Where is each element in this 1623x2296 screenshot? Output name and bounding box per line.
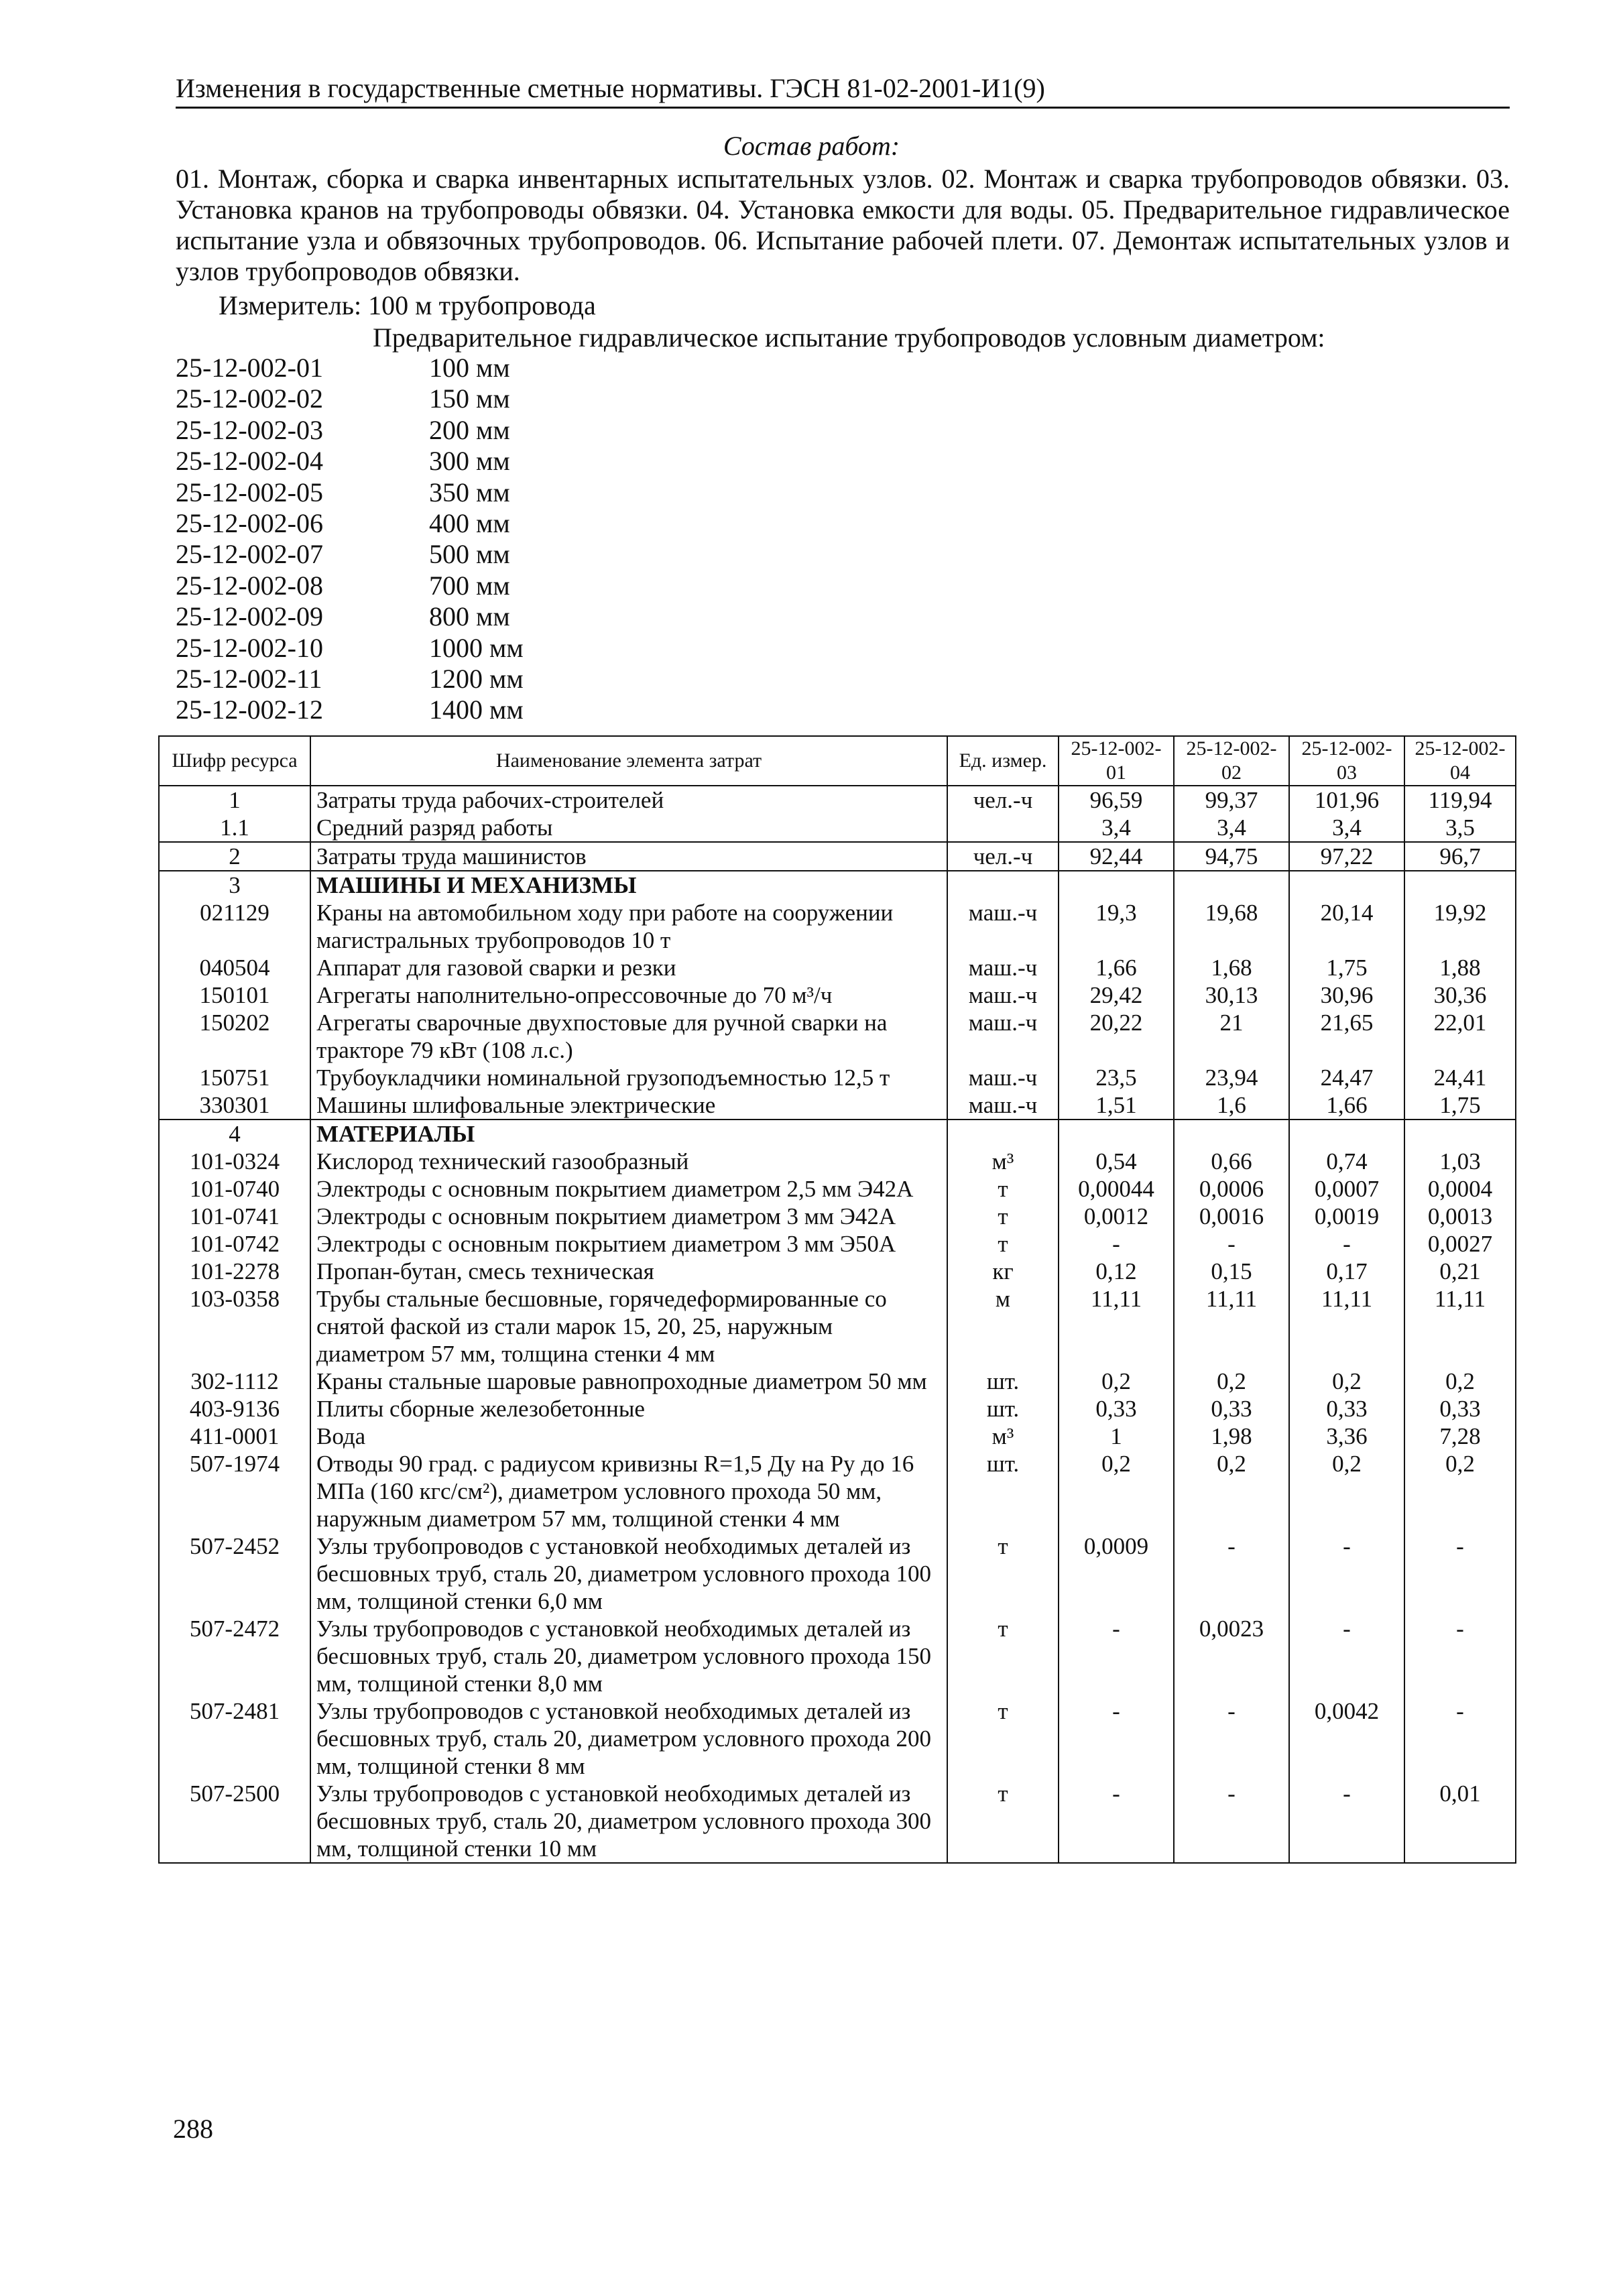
- resource-code: 507-1974: [159, 1450, 310, 1532]
- table-row: [159, 1532, 1516, 1615]
- resource-value-1: 92,44: [1059, 842, 1174, 871]
- resource-value-4: 11,11: [1404, 1285, 1516, 1368]
- resource-name: Электроды с основным покрытием диаметром 3 мм Э42А: [310, 1203, 947, 1230]
- resource-value-2: 3,4: [1174, 814, 1289, 842]
- resource-value-1: 29,42: [1059, 981, 1174, 1009]
- resource-value-1: -: [1059, 1697, 1174, 1780]
- resource-name: Кислород технический газообразный: [310, 1148, 947, 1175]
- resource-value-3: 20,14: [1289, 899, 1404, 954]
- resource-value-3: -: [1289, 1532, 1404, 1615]
- variant-diameter: 800 мм: [429, 601, 510, 632]
- resource-value-4: 0,0027: [1404, 1230, 1516, 1258]
- variant-row: [176, 353, 524, 383]
- resource-value-2: 0,0006: [1174, 1175, 1289, 1203]
- table-row: [159, 1148, 1516, 1175]
- resource-code: 040504: [159, 954, 310, 981]
- resource-unit: [947, 871, 1059, 899]
- resource-value-1: 19,3: [1059, 899, 1174, 954]
- resource-value-4: -: [1404, 1532, 1516, 1615]
- table-row: [159, 899, 1516, 954]
- resource-value-3: 3,4: [1289, 814, 1404, 842]
- resource-value-4: 1,03: [1404, 1148, 1516, 1175]
- table-row: [159, 1423, 1516, 1450]
- resource-code: 101-0741: [159, 1203, 310, 1230]
- resource-value-4: [1404, 1120, 1516, 1148]
- variant-row: [176, 508, 524, 539]
- resource-value-4: 0,0013: [1404, 1203, 1516, 1230]
- resource-value-2: 99,37: [1174, 786, 1289, 814]
- resource-unit: кг: [947, 1258, 1059, 1285]
- variant-code: 25-12-002-05: [176, 477, 323, 507]
- resource-name: Средний разряд работы: [310, 814, 947, 842]
- table-row: [159, 1230, 1516, 1258]
- variant-code: 25-12-002-02: [176, 383, 323, 414]
- resource-code: 101-0742: [159, 1230, 310, 1258]
- variant-diameter: 1400 мм: [429, 694, 524, 725]
- variant-row: [176, 446, 524, 477]
- header-unit: Ед. измер.: [947, 736, 1059, 786]
- resource-value-3: 24,47: [1289, 1064, 1404, 1091]
- resource-code: 150751: [159, 1064, 310, 1091]
- resource-value-3: 30,96: [1289, 981, 1404, 1009]
- resource-value-2: 19,68: [1174, 899, 1289, 954]
- resource-name: Агрегаты наполнительно-опрессовочные до 70 м³/ч: [310, 981, 947, 1009]
- variant-diameter: 1200 мм: [429, 663, 524, 694]
- resource-value-4: 7,28: [1404, 1423, 1516, 1450]
- resource-value-4: -: [1404, 1615, 1516, 1697]
- table-row: [159, 871, 1516, 899]
- resource-code: 1.1: [159, 814, 310, 842]
- resource-code: 101-2278: [159, 1258, 310, 1285]
- resource-value-4: 22,01: [1404, 1009, 1516, 1064]
- resource-code: 403-9136: [159, 1395, 310, 1423]
- variant-row: [176, 570, 524, 601]
- variant-code: 25-12-002-11: [176, 663, 322, 694]
- variant-code: 25-12-002-09: [176, 601, 323, 632]
- resource-code: 101-0324: [159, 1148, 310, 1175]
- resource-value-2: 0,66: [1174, 1148, 1289, 1175]
- table-row: [159, 1368, 1516, 1395]
- resource-value-2: 0,0023: [1174, 1615, 1289, 1697]
- resource-code: 101-0740: [159, 1175, 310, 1203]
- resource-unit: шт.: [947, 1395, 1059, 1423]
- variant-code: 25-12-002-10: [176, 632, 323, 663]
- header-code: Шифр ресурса: [159, 736, 310, 786]
- resource-value-3: 0,74: [1289, 1148, 1404, 1175]
- resource-code: 2: [159, 842, 310, 871]
- resource-value-4: 96,7: [1404, 842, 1516, 871]
- resource-unit: м: [947, 1285, 1059, 1368]
- resource-code: 411-0001: [159, 1423, 310, 1450]
- variant-row: [176, 601, 524, 632]
- table-row: [159, 1450, 1516, 1532]
- resource-name: Краны стальные шаровые равнопроходные диаметром 50 мм: [310, 1368, 947, 1395]
- variant-diameter: 300 мм: [429, 446, 510, 477]
- resource-value-3: [1289, 1120, 1404, 1148]
- table-row: [159, 954, 1516, 981]
- resource-unit: м³: [947, 1423, 1059, 1450]
- resource-unit: маш.-ч: [947, 954, 1059, 981]
- measure-unit: Измеритель: 100 м трубопровода: [219, 290, 596, 320]
- resource-value-1: 0,2: [1059, 1450, 1174, 1532]
- resource-value-4: 0,0004: [1404, 1175, 1516, 1203]
- resource-value-2: -: [1174, 1780, 1289, 1863]
- work-composition-text: 01. Монтаж, сборка и сварка инвентарных испытательных узлов. 02. Монтаж и сварка трубопроводов обвязки. 03. Установка кранов на трубопроводы обвязки. 04. Установка емкости для воды. 05. Предварительное гидравлическое испытание узла и обвязочных трубопроводов. 06. Испытание рабочей плети. 07. Демонтаж испытательных узлов и узлов трубопроводов обвязки.: [176, 164, 1510, 286]
- resource-unit: шт.: [947, 1368, 1059, 1395]
- resource-unit: м³: [947, 1148, 1059, 1175]
- resource-value-3: 1,66: [1289, 1091, 1404, 1120]
- resource-unit: чел.-ч: [947, 842, 1059, 871]
- resource-value-2: -: [1174, 1532, 1289, 1615]
- resource-value-3: 101,96: [1289, 786, 1404, 814]
- resource-unit: маш.-ч: [947, 899, 1059, 954]
- resource-value-4: 30,36: [1404, 981, 1516, 1009]
- table-row: [159, 1009, 1516, 1064]
- header-col-4: 25-12-002-04: [1404, 736, 1516, 786]
- variant-diameter: 1000 мм: [429, 632, 524, 663]
- variant-code: 25-12-002-06: [176, 507, 323, 538]
- resource-value-3: 3,36: [1289, 1423, 1404, 1450]
- resource-value-3: 21,65: [1289, 1009, 1404, 1064]
- resource-value-1: 0,2: [1059, 1368, 1174, 1395]
- resource-name: Вода: [310, 1423, 947, 1450]
- resource-value-2: 94,75: [1174, 842, 1289, 871]
- resource-unit: т: [947, 1697, 1059, 1780]
- table-row: [159, 1395, 1516, 1423]
- resource-name: Электроды с основным покрытием диаметром 3 мм Э50А: [310, 1230, 947, 1258]
- resource-value-2: 23,94: [1174, 1064, 1289, 1091]
- resource-value-4: 0,01: [1404, 1780, 1516, 1863]
- table-row: [159, 1615, 1516, 1697]
- resource-value-1: -: [1059, 1615, 1174, 1697]
- resource-value-4: 1,75: [1404, 1091, 1516, 1120]
- resource-value-2: -: [1174, 1230, 1289, 1258]
- resource-unit: чел.-ч: [947, 786, 1059, 814]
- table-row: [159, 1175, 1516, 1203]
- resource-value-3: 0,2: [1289, 1368, 1404, 1395]
- resource-unit: маш.-ч: [947, 1009, 1059, 1064]
- resource-value-1: 0,0009: [1059, 1532, 1174, 1615]
- resource-name: Затраты труда машинистов: [310, 842, 947, 871]
- resource-value-2: 0,15: [1174, 1258, 1289, 1285]
- table-row: [159, 1091, 1516, 1120]
- resource-value-4: 1,88: [1404, 954, 1516, 981]
- resource-name: Узлы трубопроводов с установкой необходимых деталей из бесшовных труб, сталь 20, диаметром условного прохода 200 мм, толщиной стенки 8 мм: [310, 1697, 947, 1780]
- resource-value-3: 0,0042: [1289, 1697, 1404, 1780]
- variant-code: 25-12-002-03: [176, 414, 323, 445]
- table-row: [159, 1780, 1516, 1863]
- table-row: [159, 1064, 1516, 1091]
- resource-code: 507-2481: [159, 1697, 310, 1780]
- variant-diameter: 200 мм: [429, 414, 510, 445]
- table-row: [159, 1203, 1516, 1230]
- resource-value-3: 97,22: [1289, 842, 1404, 871]
- resource-value-1: [1059, 1120, 1174, 1148]
- variants-list: [176, 353, 524, 726]
- resource-value-1: 20,22: [1059, 1009, 1174, 1064]
- resource-value-2: 0,33: [1174, 1395, 1289, 1423]
- resource-unit: [947, 1120, 1059, 1148]
- table-row: [159, 1120, 1516, 1148]
- resource-name: Трубы стальные бесшовные, горячедеформированные со снятой фаской из стали марок 15, 20, 25, наружным диаметром 57 мм, толщина стенки 4 мм: [310, 1285, 947, 1368]
- resource-value-4: 0,21: [1404, 1258, 1516, 1285]
- resource-name: Узлы трубопроводов с установкой необходимых деталей из бесшовных труб, сталь 20, диаметром условного прохода 150 мм, толщиной стенки 8,0 мм: [310, 1615, 947, 1697]
- table-header-row: [159, 736, 1516, 786]
- resource-value-4: 0,2: [1404, 1450, 1516, 1532]
- resource-value-2: 1,6: [1174, 1091, 1289, 1120]
- resource-name: Узлы трубопроводов с установкой необходимых деталей из бесшовных труб, сталь 20, диаметром условного прохода 100 мм, толщиной стенки 6,0 мм: [310, 1532, 947, 1615]
- resource-value-1: 0,33: [1059, 1395, 1174, 1423]
- resource-value-1: -: [1059, 1230, 1174, 1258]
- header-col-2: 25-12-002-02: [1174, 736, 1289, 786]
- resource-name: Агрегаты сварочные двухпостовые для ручной сварки на тракторе 79 кВт (108 л.с.): [310, 1009, 947, 1064]
- resource-name: Пропан-бутан, смесь техническая: [310, 1258, 947, 1285]
- resource-value-3: 0,33: [1289, 1395, 1404, 1423]
- resource-value-4: 19,92: [1404, 899, 1516, 954]
- resource-value-2: 1,98: [1174, 1423, 1289, 1450]
- resource-code: 103-0358: [159, 1285, 310, 1368]
- resource-value-1: [1059, 871, 1174, 899]
- resources-table: [158, 735, 1516, 1864]
- resource-name: Узлы трубопроводов с установкой необходимых деталей из бесшовных труб, сталь 20, диаметром условного прохода 300 мм, толщиной стенки 10 мм: [310, 1780, 947, 1863]
- resource-value-3: 0,0019: [1289, 1203, 1404, 1230]
- resource-value-1: 0,00044: [1059, 1175, 1174, 1203]
- table-row: [159, 1285, 1516, 1368]
- resource-code: 3: [159, 871, 310, 899]
- page-header: Изменения в государственные сметные нормативы. ГЭСН 81-02-2001-И1(9): [176, 72, 1510, 109]
- variant-row: [176, 477, 524, 508]
- resource-name: МАТЕРИАЛЫ: [310, 1120, 947, 1148]
- resource-code: 330301: [159, 1091, 310, 1120]
- table-row: [159, 1697, 1516, 1780]
- resource-value-1: 0,0012: [1059, 1203, 1174, 1230]
- resource-value-2: 21: [1174, 1009, 1289, 1064]
- resource-value-4: 3,5: [1404, 814, 1516, 842]
- page-number: 288: [173, 2114, 213, 2144]
- resource-value-3: 0,0007: [1289, 1175, 1404, 1203]
- resource-unit: т: [947, 1780, 1059, 1863]
- resource-value-1: -: [1059, 1780, 1174, 1863]
- variant-diameter: 150 мм: [429, 383, 510, 414]
- variant-row: [176, 383, 524, 414]
- resource-value-2: 0,2: [1174, 1368, 1289, 1395]
- resource-value-1: 23,5: [1059, 1064, 1174, 1091]
- resource-code: 4: [159, 1120, 310, 1148]
- variant-diameter: 350 мм: [429, 477, 510, 507]
- resource-code: 302-1112: [159, 1368, 310, 1395]
- resource-value-4: 119,94: [1404, 786, 1516, 814]
- resource-name: Трубоукладчики номинальной грузоподъемностью 12,5 т: [310, 1064, 947, 1091]
- resource-value-3: [1289, 871, 1404, 899]
- variant-code: 25-12-002-08: [176, 570, 323, 601]
- variant-row: [176, 633, 524, 664]
- variant-diameter: 500 мм: [429, 539, 510, 570]
- resource-value-3: -: [1289, 1615, 1404, 1697]
- variant-diameter: 100 мм: [429, 353, 510, 383]
- resource-value-2: 0,2: [1174, 1450, 1289, 1532]
- resource-value-2: 30,13: [1174, 981, 1289, 1009]
- resource-value-1: 1,66: [1059, 954, 1174, 981]
- resource-name: Электроды с основным покрытием диаметром 2,5 мм Э42А: [310, 1175, 947, 1203]
- resource-value-3: -: [1289, 1230, 1404, 1258]
- table-row: [159, 842, 1516, 871]
- resource-value-2: 1,68: [1174, 954, 1289, 981]
- resource-value-2: [1174, 1120, 1289, 1148]
- resource-value-1: 11,11: [1059, 1285, 1174, 1368]
- resource-code: 021129: [159, 899, 310, 954]
- resource-value-3: 1,75: [1289, 954, 1404, 981]
- resource-value-1: 3,4: [1059, 814, 1174, 842]
- resource-value-4: 0,33: [1404, 1395, 1516, 1423]
- resource-name: Затраты труда рабочих-строителей: [310, 786, 947, 814]
- table-row: [159, 786, 1516, 814]
- resource-value-1: 0,54: [1059, 1148, 1174, 1175]
- variant-row: [176, 415, 524, 446]
- resource-code: 150202: [159, 1009, 310, 1064]
- resource-value-3: -: [1289, 1780, 1404, 1863]
- variant-code: 25-12-002-01: [176, 353, 323, 383]
- resource-value-1: 0,12: [1059, 1258, 1174, 1285]
- resource-value-3: 0,2: [1289, 1450, 1404, 1532]
- header-name: Наименование элемента затрат: [310, 736, 947, 786]
- resource-name: Плиты сборные железобетонные: [310, 1395, 947, 1423]
- resource-unit: т: [947, 1532, 1059, 1615]
- resource-name: МАШИНЫ И МЕХАНИЗМЫ: [310, 871, 947, 899]
- resource-unit: [947, 814, 1059, 842]
- resource-value-4: 0,2: [1404, 1368, 1516, 1395]
- resource-name: Отводы 90 град. с радиусом кривизны R=1,5 Ду на Ру до 16 МПа (160 кгс/см²), диаметром условного прохода 50 мм, наружным диаметром 57 мм, толщиной стенки 4 мм: [310, 1450, 947, 1532]
- header-col-3: 25-12-002-03: [1289, 736, 1404, 786]
- variant-diameter: 400 мм: [429, 507, 510, 538]
- resource-value-2: 11,11: [1174, 1285, 1289, 1368]
- resource-code: 150101: [159, 981, 310, 1009]
- resource-unit: шт.: [947, 1450, 1059, 1532]
- work-composition-title: Состав работ:: [723, 131, 900, 161]
- resource-code: 507-2472: [159, 1615, 310, 1697]
- resource-value-2: -: [1174, 1697, 1289, 1780]
- resource-unit: маш.-ч: [947, 981, 1059, 1009]
- resource-value-1: 1: [1059, 1423, 1174, 1450]
- variant-row: [176, 664, 524, 694]
- header-col-1: 25-12-002-01: [1059, 736, 1174, 786]
- variant-code: 25-12-002-07: [176, 539, 323, 570]
- resource-value-3: 11,11: [1289, 1285, 1404, 1368]
- resource-code: 507-2452: [159, 1532, 310, 1615]
- table-row: [159, 814, 1516, 842]
- test-title: Предварительное гидравлическое испытание трубопроводов условным диаметром:: [373, 322, 1325, 353]
- resource-name: Аппарат для газовой сварки и резки: [310, 954, 947, 981]
- resource-code: 1: [159, 786, 310, 814]
- resource-unit: т: [947, 1203, 1059, 1230]
- variant-code: 25-12-002-12: [176, 694, 323, 725]
- variant-code: 25-12-002-04: [176, 446, 323, 477]
- resource-unit: маш.-ч: [947, 1091, 1059, 1120]
- resource-name: Машины шлифовальные электрические: [310, 1091, 947, 1120]
- resource-value-1: 1,51: [1059, 1091, 1174, 1120]
- table-row: [159, 1258, 1516, 1285]
- resource-unit: маш.-ч: [947, 1064, 1059, 1091]
- variant-row: [176, 539, 524, 570]
- resource-value-2: [1174, 871, 1289, 899]
- variant-diameter: 700 мм: [429, 570, 510, 601]
- resource-name: Краны на автомобильном ходу при работе на сооружении магистральных трубопроводов 10 т: [310, 899, 947, 954]
- table-row: [159, 981, 1516, 1009]
- resource-unit: т: [947, 1615, 1059, 1697]
- resource-value-3: 0,17: [1289, 1258, 1404, 1285]
- resource-value-4: 24,41: [1404, 1064, 1516, 1091]
- resource-code: 507-2500: [159, 1780, 310, 1863]
- resource-value-1: 96,59: [1059, 786, 1174, 814]
- resource-value-4: [1404, 871, 1516, 899]
- resource-value-4: -: [1404, 1697, 1516, 1780]
- variant-row: [176, 694, 524, 725]
- resource-unit: т: [947, 1230, 1059, 1258]
- resource-value-2: 0,0016: [1174, 1203, 1289, 1230]
- resource-unit: т: [947, 1175, 1059, 1203]
